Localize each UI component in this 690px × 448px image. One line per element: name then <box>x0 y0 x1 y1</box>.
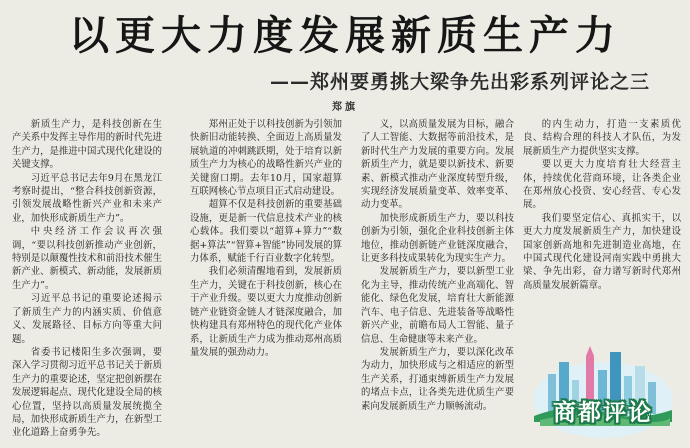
column-label: 商都评论 <box>553 400 653 426</box>
paragraph: 郑州正处于以科技创新为引领加快新旧动能转换、全面迈上高质量发展轨道的冲刺跳跃期，处于培育以新质生产力为核心的战略性新兴产业的关键窗口期。去年10月，国家超算互联网核心节点项目正式启动建设。 <box>190 119 342 198</box>
paragraph: 我们要坚定信心、真抓实干，以更大力度发展新质生产力，加快建设国家创新高地和先进制造业高地，在中国式现代化建设河南实践中勇挑大梁、争先出彩，奋力谱写新时代郑州高质量发展新篇章。 <box>523 212 681 291</box>
paragraph: 发展新质生产力，要以新型工业化为主导，推动传统产业高端化、智能化、绿色化发展，培育壮大新能源汽车、电子信息、先进装备等战略性新兴产业，前瞻布局人工智能、量子信息、生命健康等未来产业。 <box>361 266 514 345</box>
article-column-3 <box>361 118 514 444</box>
paragraph: 我们必须清醒地看到，发展新质生产力，关键在于科技创新，核心在于产业升级。要以更大力度推动创新链产业链资金链人才链深度融合，加快构建具有郑州特色的现代化产业体系，让新质生产力成为推动郑州高质量发展的强劲动力。 <box>190 266 342 358</box>
article-column-4 <box>523 118 681 333</box>
paragraph: 加快形成新质生产力，要以科技创新为引领，强化企业科技创新主体地位，推动创新链产业链深度融合，让更多科技成果转化为现实生产力。 <box>361 212 514 265</box>
paragraph: 超算不仅是科技创新的重要基础设施，更是新一代信息技术产业的核心载体。我们要以“超算+算力”“数据+算法”“智算+智能”协同发展的算力体系，赋能千行百业数字化转型。 <box>190 199 342 265</box>
paragraph: 发展新质生产力，要以深化改革为动力，加快形成与之相适应的新型生产关系，打通束缚新质生产力发展的堵点卡点，让各类先进优质生产要素向发展新质生产力顺畅流动。 <box>361 346 514 412</box>
paragraph: 新质生产力，是科技创新在生产关系中发挥主导作用的新时代先进生产力，是推进中国式现代化建设的关键支撑。 <box>12 119 162 171</box>
paragraph: 义，以高质量发展为目标，融合了人工智能、大数据等前沿技术，是新时代生产力发展的重要方向。发展新质生产力，就是要以新技术、新要素、新模式推动产业深度转型升级，实现经济发展质量变革、效率变革、动力变革。 <box>361 119 514 211</box>
paragraph: 省委书记楼阳生多次强调，要深入学习贯彻习近平总书记关于新质生产力的重要论述，坚定把创新摆在发展逻辑起点、现代化建设全局的核心位置，坚持以高质量发展统揽全局，加快形成新质生产力，在新型工业化道路上奋勇争先。 <box>12 346 162 439</box>
paragraph: 的内生动力，打造一支素质优良、结构合理的科技人才队伍，为发展新质生产力提供坚实支撑。 <box>523 119 681 157</box>
paragraph: 要以更大力度培育壮大经营主体，持续优化营商环境，让各类企业在郑州放心投资、安心经营、专心发展。 <box>523 159 681 211</box>
article-column-2 <box>190 118 342 444</box>
paragraph: 中央经济工作会议再次强调，“要以科技创新推动产业创新，特别是以颠覆性技术和前沿技术催生新产业、新模式、新动能，发展新质生产力”。 <box>12 226 162 291</box>
paragraph: 习近平总书记的重要论述揭示了新质生产力的内涵实质、价值意义、发展路径、目标方向等重大问题。 <box>12 293 162 345</box>
subheadline: ——郑州要勇挑大梁争先出彩系列评论之三 <box>270 71 651 93</box>
byline: 郑旗 <box>332 102 358 113</box>
headline: 以更大力度发展新质生产力 <box>69 13 621 59</box>
paragraph: 习近平总书记去年9月在黑龙江考察时提出，“整合科技创新资源，引领发展战略性新兴产业和未来产业，加快形成新质生产力”。 <box>12 172 162 224</box>
article-column-1 <box>12 118 162 444</box>
